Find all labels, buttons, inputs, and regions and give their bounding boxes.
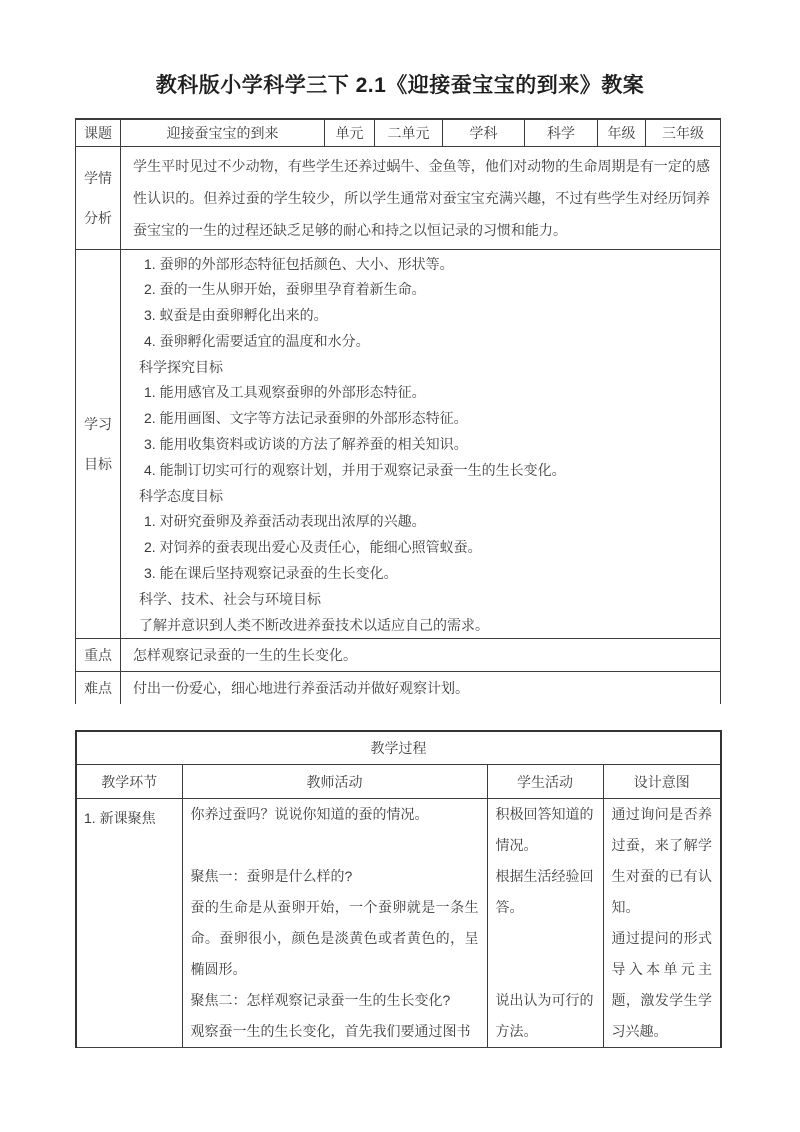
student-paragraph: 根据生活经验回答。 [495, 868, 594, 916]
goal-line: 科学、技术、社会与环境目标 [139, 590, 321, 607]
header-intent-cell: 设计意图 [603, 765, 721, 799]
subject-label-cell: 学科 [443, 119, 525, 146]
analysis-text-cell: 学生平时见过不少动物，有些学生还养过蜗牛、金鱼等，他们对动物的生命周期是有一定的感性认识的。但养过蚕的学生较少，所以学生通常对蚕宝宝充满兴趣，不过有些学生对经历饲养蚕宝宝的一生的过程还缺乏足够的耐心和持之以恒记录的习惯和能力。 [121, 146, 721, 249]
header-teacher-cell: 教师活动 [182, 765, 487, 799]
goal-line: 4. 能制订切实可行的观察计划，并用于观察记录蚕一生的生长变化。 [144, 461, 566, 478]
subject-value-cell: 科学 [525, 119, 598, 146]
difficulty-label-cell: 难点 [76, 672, 121, 704]
teacher-paragraph: 观察蚕一生的生长变化，首先我们要通过图书 [190, 1023, 471, 1040]
goal-line: 2. 蚕的一生从卵开始，蚕卵里孕育着新生命。 [144, 281, 426, 298]
analysis-row [76, 146, 721, 249]
stage-cell: 1. 新课聚焦 [76, 799, 182, 1048]
goal-line: 3. 能用收集资料或访谈的方法了解养蚕的相关知识。 [144, 436, 468, 453]
student-paragraph: 积极回答知道的情况。 [495, 806, 594, 854]
difficulty-text-cell: 付出一份爱心，细心地进行养蚕活动并做好观察计划。 [121, 672, 721, 704]
student-paragraph: 说出认为可行的方法。 [495, 992, 594, 1040]
process-title-row [76, 731, 721, 765]
goal-line: 3. 蚁蚕是由蚕卵孵化出来的。 [144, 307, 328, 324]
goal-line: 了解并意识到人类不断改进养蚕技术以适应自己的需求。 [139, 616, 489, 633]
teacher-paragraph: 聚焦一：蚕卵是什么样的? [190, 868, 353, 885]
info-header-row [76, 119, 721, 146]
goal-line: 2. 能用画图、文字等方法记录蚕卵的外部形态特征。 [144, 410, 468, 427]
teacher-activity-cell [182, 799, 487, 1048]
goal-line: 科学探究目标 [139, 358, 223, 375]
goal-line: 4. 蚕卵孵化需要适宜的温度和水分。 [144, 332, 370, 349]
process-header-row [76, 765, 721, 799]
process-body-row [76, 799, 721, 1048]
teacher-paragraph: 蚕的生命是从蚕卵开始，一个蚕卵就是一条生命。蚕卵很小，颜色是淡黄色或者黄色的，呈椭圆形。 [190, 899, 479, 978]
goal-line: 1. 蚕卵的外部形态特征包括颜色、大小、形状等。 [144, 255, 454, 272]
goals-text-cell [121, 249, 721, 639]
page-title: 教科版小学科学三下 2.1《迎接蚕宝宝的到来》教案 [155, 74, 645, 97]
teaching-process-table [75, 730, 722, 1049]
goal-line: 科学态度目标 [139, 487, 223, 504]
goals-label-cell: 学习目标 [76, 249, 121, 639]
key-point-text-cell: 怎样观察记录蚕的一生的生长变化。 [121, 639, 721, 672]
goal-line: 2. 对饲养的蚕表现出爱心及责任心，能细心照管蚁蚕。 [144, 539, 482, 556]
grade-label-cell: 年级 [598, 119, 646, 146]
teacher-paragraph: 你养过蚕吗？说说你知道的蚕的情况。 [190, 806, 429, 823]
unit-value-cell: 二单元 [375, 119, 443, 146]
goal-line: 1. 对研究蚕卵及养蚕活动表现出浓厚的兴趣。 [144, 513, 426, 530]
header-student-cell: 学生活动 [487, 765, 603, 799]
goals-row [76, 249, 721, 639]
key-point-row [76, 639, 721, 672]
design-intent-cell [603, 799, 721, 1048]
teacher-paragraph: 聚焦二：怎样观察记录蚕一生的生长变化? [190, 992, 451, 1009]
topic-value-cell: 迎接蚕宝宝的到来 [121, 119, 325, 146]
difficulty-row [76, 672, 721, 704]
student-activity-cell [487, 799, 603, 1048]
goal-line: 1. 能用感官及工具观察蚕卵的外部形态特征。 [144, 384, 426, 401]
header-stage-cell: 教学环节 [76, 765, 182, 799]
analysis-label-cell: 学情分析 [76, 146, 121, 249]
intent-paragraph: 通过询问是否养过蚕，来了解学生对蚕的已有认知。 [611, 806, 712, 916]
grade-value-cell: 三年级 [646, 119, 721, 146]
lesson-info-table [75, 118, 721, 704]
intent-paragraph: 通过提问的形式导入本单元主题，激发学生学习兴趣。 [611, 930, 712, 1040]
unit-label-cell: 单元 [325, 119, 375, 146]
goal-line: 3. 能在课后坚持观察记录蚕的生长变化。 [144, 565, 398, 582]
process-title-cell: 教学过程 [76, 731, 721, 765]
key-point-label-cell: 重点 [76, 639, 121, 672]
topic-label-cell: 课题 [76, 119, 121, 146]
